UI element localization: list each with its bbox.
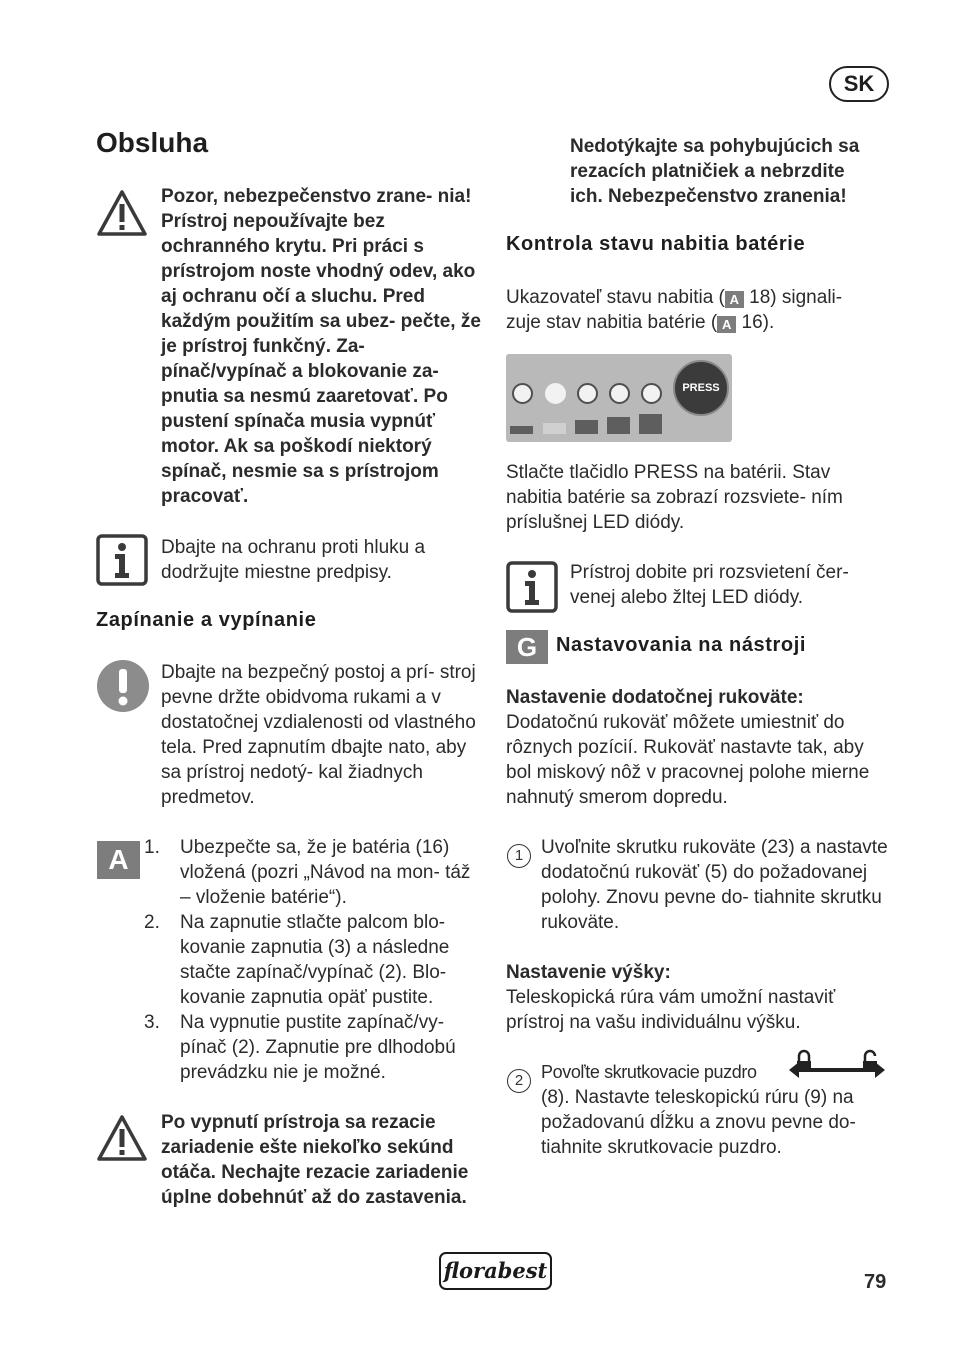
info-icon [96,534,148,586]
stance-caution-text: Dbajte na bezpečný postoj a prí- stroj pevne držte obidvoma rukami a v dostatočnej vzdialenosti od vlastného tela. Pred zapnutím dbajte nato, aby sa prístroj nedotý- kal žiadnych predmetov. [161,662,476,808]
charge-level-bar [510,426,533,434]
charge-level-bar [639,414,662,434]
brand-logo [439,1252,552,1290]
warning-icon [96,1114,148,1162]
battery-text-part: 16). [736,312,775,333]
charge-level-bar [575,420,598,434]
height-subtitle: Nastavenie výšky: [506,962,671,983]
handle-text: Dodatočnú rukoväť môžete umiestniť do rôznych pozícií. Rukoväť nastavte tak, aby bol miskový nôž v pracovnej polohe mierne nahnutý smerom dopredu. [506,712,870,808]
led-indicator [577,383,598,404]
warning-text-rundown: Po vypnutí prístroja sa rezacie zariadenie ešte niekoľko sekúnd otáča. Nechajte rezacie zariadenie úplne dobehnúť až do zastavenia. [161,1112,469,1208]
info-icon [506,561,558,613]
press-instruction-text: Stlačte tlačidlo PRESS na batérii. Stav nabitia batérie sa zobrazí rozsviete- ním príslušnej LED diódy. [506,462,843,533]
figure-g-badge: G [506,630,548,664]
warning-text-continued: Nedotýkajte sa pohybujúcich sa rezacích platničiek a nebrzdite ich. Nebezpečenstvo zranenia! [570,136,860,207]
page-title: Obsluha [96,127,209,158]
figure-a-ref-badge: A [717,316,736,333]
battery-text-part: 18) signali- [743,287,843,308]
step-number: 1. [144,837,160,858]
step-number: 3. [144,1012,160,1033]
section-title-switching: Zapínanie a vypínanie [96,609,317,631]
charge-level-bar [543,423,566,434]
step-number: 2. [144,912,160,933]
step-text: Na zapnutie stlačte palcom blo- kovanie zapnutia (3) a následne stačte zapínač/vypínač (2). Blo- kovanie zapnutia opäť pustite. [180,912,450,1008]
battery-indicator-text [506,285,891,335]
brand-logo-text: florabest [443,1258,548,1283]
handle-subtitle: Nastavenie dodatočnej rukoväte: [506,687,804,708]
led-indicator [512,383,533,404]
height-step-text-first-line: Povoľte skrutkovacie puzdro [541,1062,757,1082]
led-indicator [609,383,630,404]
caution-icon [96,659,150,713]
figure-a-badge: A [97,841,140,879]
step-text: Ubezpečte sa, že je batéria (16) vložená (pozri „Návod na mon- táž – vloženie batérie“). [180,837,471,908]
led-indicator [641,383,662,404]
section-title-tool-settings: Nastavovania na nástroji [556,634,807,656]
recharge-info-text: Prístroj dobite pri rozsvietení čer- venej alebo žltej LED diódy. [570,562,849,608]
press-button: PRESS [673,360,729,416]
warning-text-main: Pozor, nebezpečenstvo zrane- nia! Prístroj nepoužívajte bez ochranného krytu. Pri práci s prístrojom noste vhodný odev, ako aj ochranu očí a sluchu. Pred každým použitím sa ubez- pečte, že je prístroj funkčný. Za- pínač/vypínač a blokovanie za- pnutia sa nesmú zaaretovať. Po pustení spínača musia vypnúť motor. Ak sa poškodí niektorý spínač, nesmie sa s prístrojom pracovať. [161,186,481,507]
charge-level-bar [607,417,630,434]
warning-icon [96,189,148,237]
step-circle-number: 2 [507,1069,531,1093]
page-number: 79 [864,1271,887,1293]
handle-step-text: Uvoľnite skrutku rukoväte (23) a nastavte dodatočnú rukoväť (5) do požadovanej polohy. Znovu pevne do- tiahnite skrutku rukoväte. [541,837,888,933]
battery-text-part: zuje stav nabitia batérie ( [506,312,718,333]
battery-indicator-illustration [506,354,732,442]
list-item [144,1010,480,1085]
language-badge: SK [829,66,889,102]
lock-unlock-icon [787,1048,887,1088]
led-indicator [545,383,566,404]
step-circle-number: 1 [507,844,531,868]
height-step-text: (8). Nastavte teleskopickú rúru (9) na požadovanú dĺžku a znovu pevne do- tiahnite skrutkovacie puzdro. [541,1087,856,1158]
list-item [144,910,480,1010]
list-item [144,835,480,910]
switch-on-steps [144,835,480,1085]
height-text: Teleskopická rúra vám umožní nastaviť prístroj na vašu individuálnu výšku. [506,987,836,1033]
section-title-battery: Kontrola stavu nabitia batérie [506,233,806,255]
figure-a-ref-badge: A [725,291,744,308]
step-text: Na vypnutie pustite zapínač/vy- pínač (2). Zapnutie pre dlhodobú prevádzku nie je možné. [180,1012,456,1083]
battery-text-part: Ukazovateľ stavu nabitia ( [506,287,725,308]
noise-info-text: Dbajte na ochranu proti hluku a dodržujte miestne predpisy. [161,537,426,583]
